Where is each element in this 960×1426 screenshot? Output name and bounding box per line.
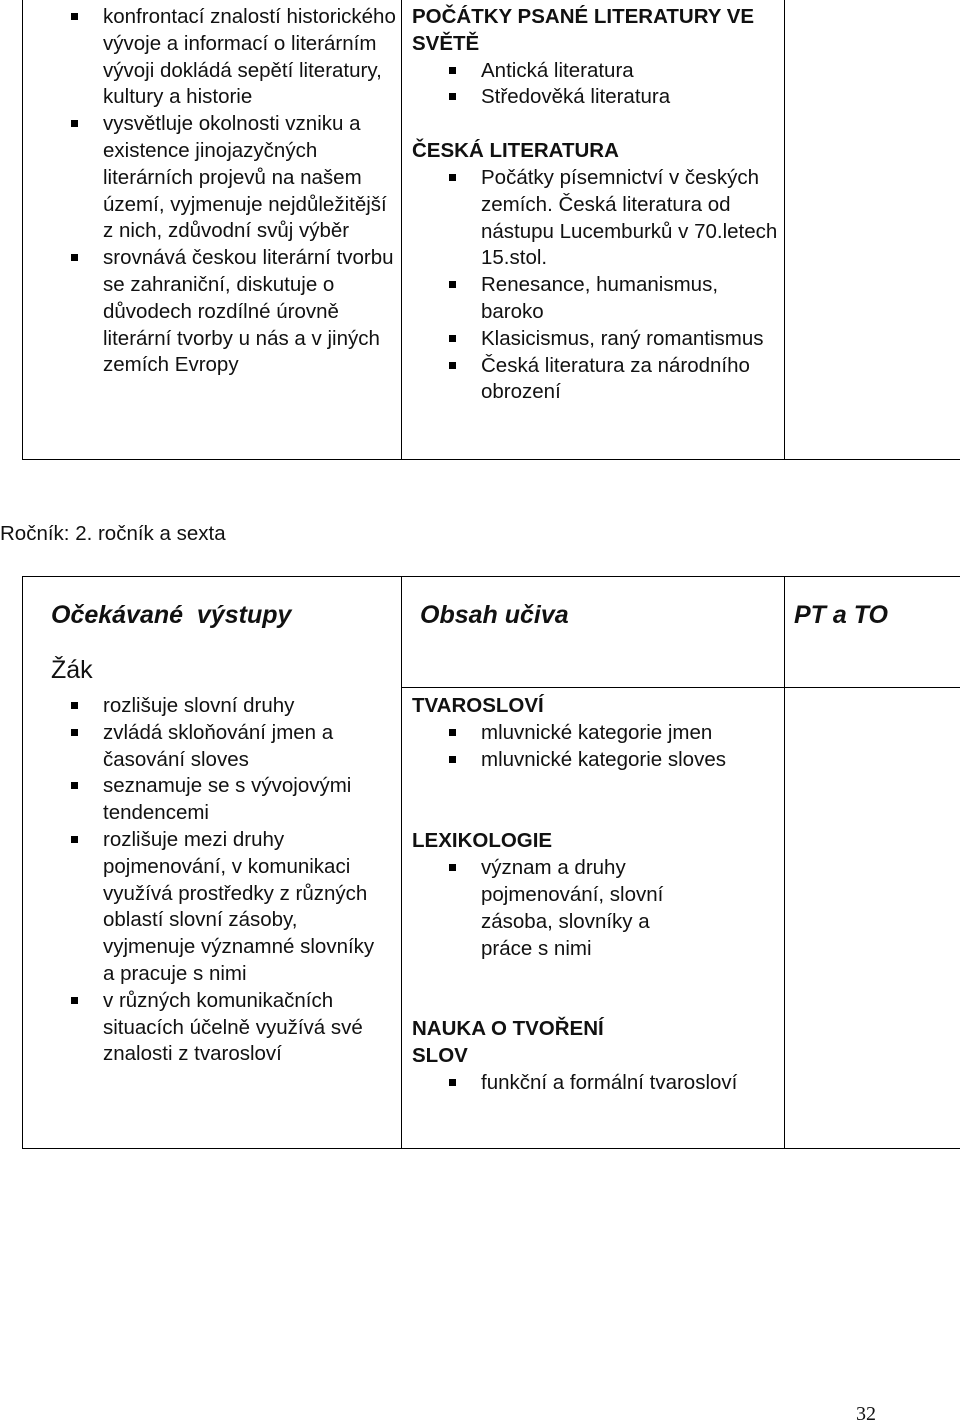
list-item: v různých komunikačních situacích účelně využívá své znalosti z tvarosloví [23, 988, 399, 1068]
page-number: 32 [856, 1403, 876, 1425]
table-grade-2 [22, 576, 960, 1149]
section-heading: POČÁTKY PSANÉ LITERATURY VE SVĚTĚ [412, 5, 755, 55]
list-item: rozlišuje slovní druhy [23, 693, 399, 720]
student-label: Žák [51, 656, 93, 684]
list-item: funkční a formální tvarosloví [412, 1070, 778, 1097]
header-row-divider [401, 687, 960, 688]
section-heading: TVAROSLOVÍ [412, 694, 544, 717]
curriculum-content-cell [412, 693, 778, 1097]
expected-outcomes-cell [23, 693, 399, 1068]
list-item: Středověká literatura [412, 84, 778, 111]
content-list [412, 1070, 778, 1097]
list-item: mluvnické kategorie jmen [412, 720, 778, 747]
list-item: zvládá skloňování jmen a časování sloves [23, 720, 399, 774]
section-heading: NAUKA O TVOŘENÍ SLOV [412, 1017, 604, 1068]
curriculum-content-cell [412, 4, 778, 406]
grade-label: Ročník: 2. ročník a sexta [0, 522, 226, 545]
section-heading: LEXIKOLOGIE [412, 829, 553, 853]
content-list [412, 855, 778, 962]
list-item: seznamuje se s vývojovými tendencemi [23, 773, 399, 827]
table-literature-top [22, 0, 960, 460]
list-item: Klasicismus, raný romantismus [412, 326, 778, 353]
list-item: Renesance, humanismus, baroko [412, 272, 778, 326]
content-list [412, 58, 778, 112]
list-item: Česká literatura za národního obrození [412, 353, 778, 407]
outcomes-list [23, 4, 399, 379]
column-divider [784, 577, 785, 1148]
expected-outcomes-cell [23, 4, 399, 379]
list-item: Antická literatura [412, 58, 778, 85]
content-list [412, 720, 778, 774]
column-divider [784, 0, 785, 459]
header-cross-topics: PT a TO [794, 601, 889, 629]
column-divider [401, 577, 402, 1148]
list-item: význam a druhy pojmenování, slovní zásoba, slovníky a práce s nimi [412, 855, 778, 962]
list-item: Počátky písemnictví v českých zemích. Česká literatura od nástupu Lucemburků v 70.letech 15.stol. [412, 165, 778, 272]
outcomes-list [23, 693, 399, 1068]
content-list [412, 165, 778, 406]
header-expected-outcomes: Očekávané výstupy [51, 601, 292, 629]
list-item: srovnává českou literární tvorbu se zahraniční, diskutuje o důvodech rozdílné úrovně literární tvorby u nás a v jiných zemích Evropy [23, 245, 399, 379]
list-item: mluvnické kategorie sloves [412, 747, 778, 774]
header-curriculum: Obsah učiva [420, 601, 569, 629]
column-divider [401, 0, 402, 459]
list-item: vysvětluje okolnosti vzniku a existence jinojazyčných literárních projevů na našem území, vyjmenuje nejdůležitější z nich, zdůvodní svůj výběr [23, 111, 399, 245]
section-heading: ČESKÁ LITERATURA [412, 139, 619, 163]
list-item: konfrontací znalostí historického vývoje a informací o literárním vývoji dokládá sepětí literatury, kultury a historie [23, 4, 399, 111]
list-item: rozlišuje mezi druhy pojmenování, v komunikaci využívá prostředky z různých oblastí slovní zásoby, vyjmenuje významné slovníky a pracuje s nimi [23, 827, 399, 988]
